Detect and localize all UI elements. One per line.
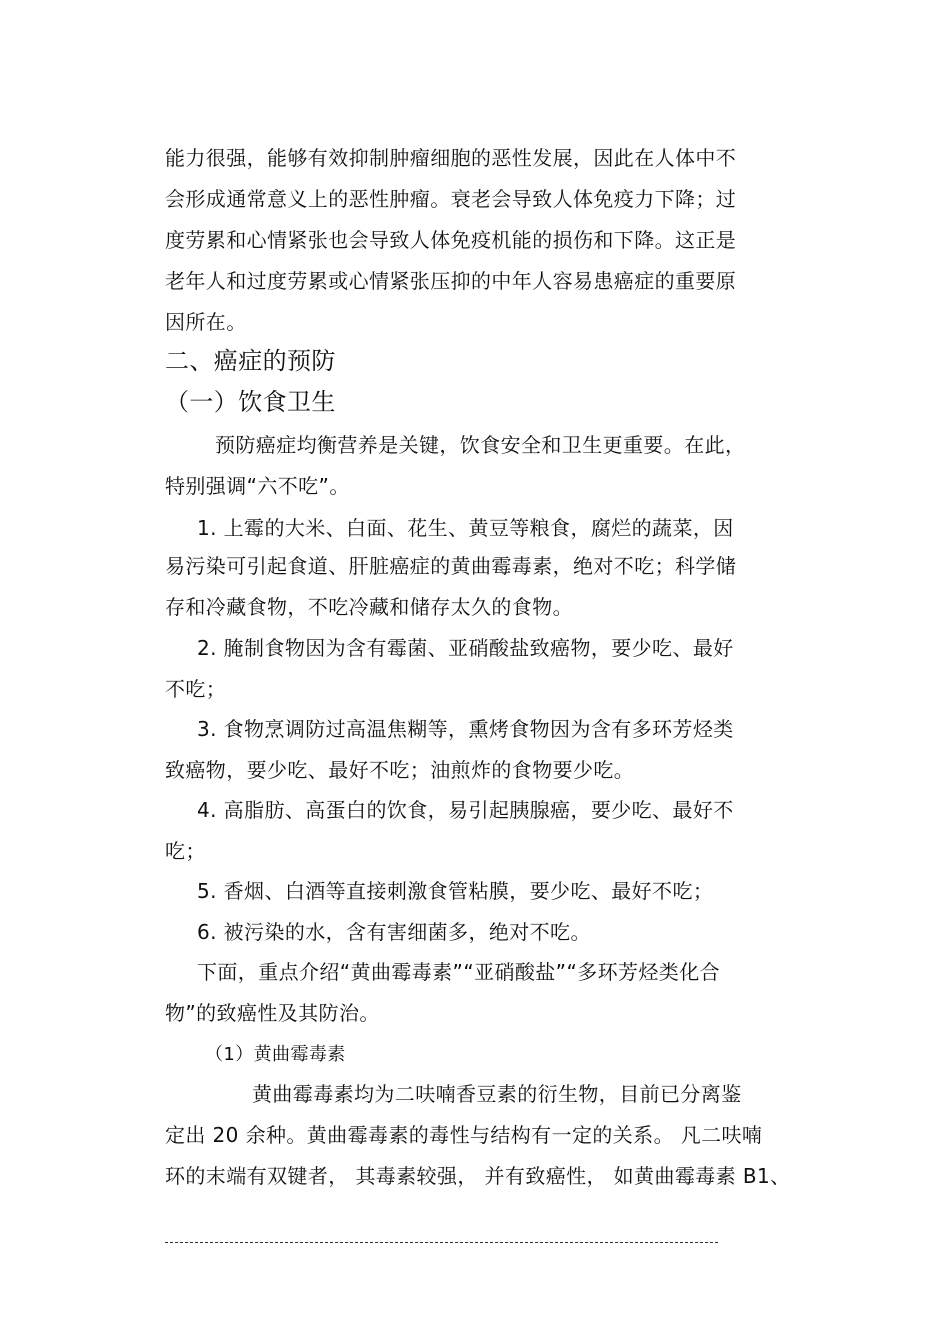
text-line: 物”的致癌性及其防治。	[165, 1001, 380, 1025]
list-item: 5. 香烟、白酒等直接刺激食管粘膜，要少吃、最好不吃；	[197, 879, 714, 903]
subheading: （1）黄曲霉毒素	[205, 1044, 346, 1065]
text-line: 特别强调“六不吃”。	[165, 474, 350, 498]
text-line: 环的末端有双键者， 其毒素较强， 并有致癌性， 如黄曲霉毒素 B1、	[165, 1164, 791, 1188]
text-line: 不吃；	[165, 677, 227, 701]
list-item: 1. 上霉的大米、白面、花生、黄豆等粮食，腐烂的蔬菜，因	[197, 516, 734, 540]
text-line: 会形成通常意义上的恶性肿瘤。衰老会导致人体免疫力下降；过	[165, 187, 737, 211]
text-line: 易污染可引起食道、肝脏癌症的黄曲霉毒素，绝对不吃；科学储	[165, 554, 737, 578]
text-line: 下面，重点介绍“黄曲霉毒素”“亚硝酸盐”“多环芳烃类化合	[197, 960, 721, 984]
text-line: 吃；	[165, 839, 206, 863]
list-item: 6. 被污染的水，含有害细菌多，绝对不吃。	[197, 920, 591, 944]
subsection-heading: （一）饮食卫生	[165, 388, 336, 416]
text-line: 定出 20 余种。黄曲霉毒素的毒性与结构有一定的关系。 凡二呋喃	[165, 1123, 763, 1147]
text-line: 预防癌症均衡营养是关键，饮食安全和卫生更重要。在此，	[215, 433, 746, 457]
list-item: 4. 高脂肪、高蛋白的饮食，易引起胰腺癌，要少吃、最好不	[197, 798, 734, 822]
section-heading: 二、癌症的预防	[165, 347, 336, 375]
footer-divider	[165, 1242, 718, 1243]
text-line: 致癌物，要少吃、最好不吃；油煎炸的食物要少吃。	[165, 758, 635, 782]
list-item: 2. 腌制食物因为含有霉菌、亚硝酸盐致癌物，要少吃、最好	[197, 636, 734, 660]
text-line: 度劳累和心情紧张也会导致人体免疫机能的损伤和下降。这正是	[165, 228, 737, 252]
text-line: 老年人和过度劳累或心情紧张压抑的中年人容易患癌症的重要原	[165, 269, 737, 293]
text-line: 存和冷藏食物，不吃冷藏和储存太久的食物。	[165, 595, 573, 619]
text-line: 因所在。	[165, 310, 247, 334]
text-line: 能力很强，能够有效抑制肿瘤细胞的恶性发展，因此在人体中不	[165, 146, 737, 170]
text-line: 黄曲霉毒素均为二呋喃香豆素的衍生物，目前已分离鉴	[252, 1082, 742, 1106]
list-item: 3. 食物烹调防过高温焦糊等，熏烤食物因为含有多环芳烃类	[197, 717, 734, 741]
